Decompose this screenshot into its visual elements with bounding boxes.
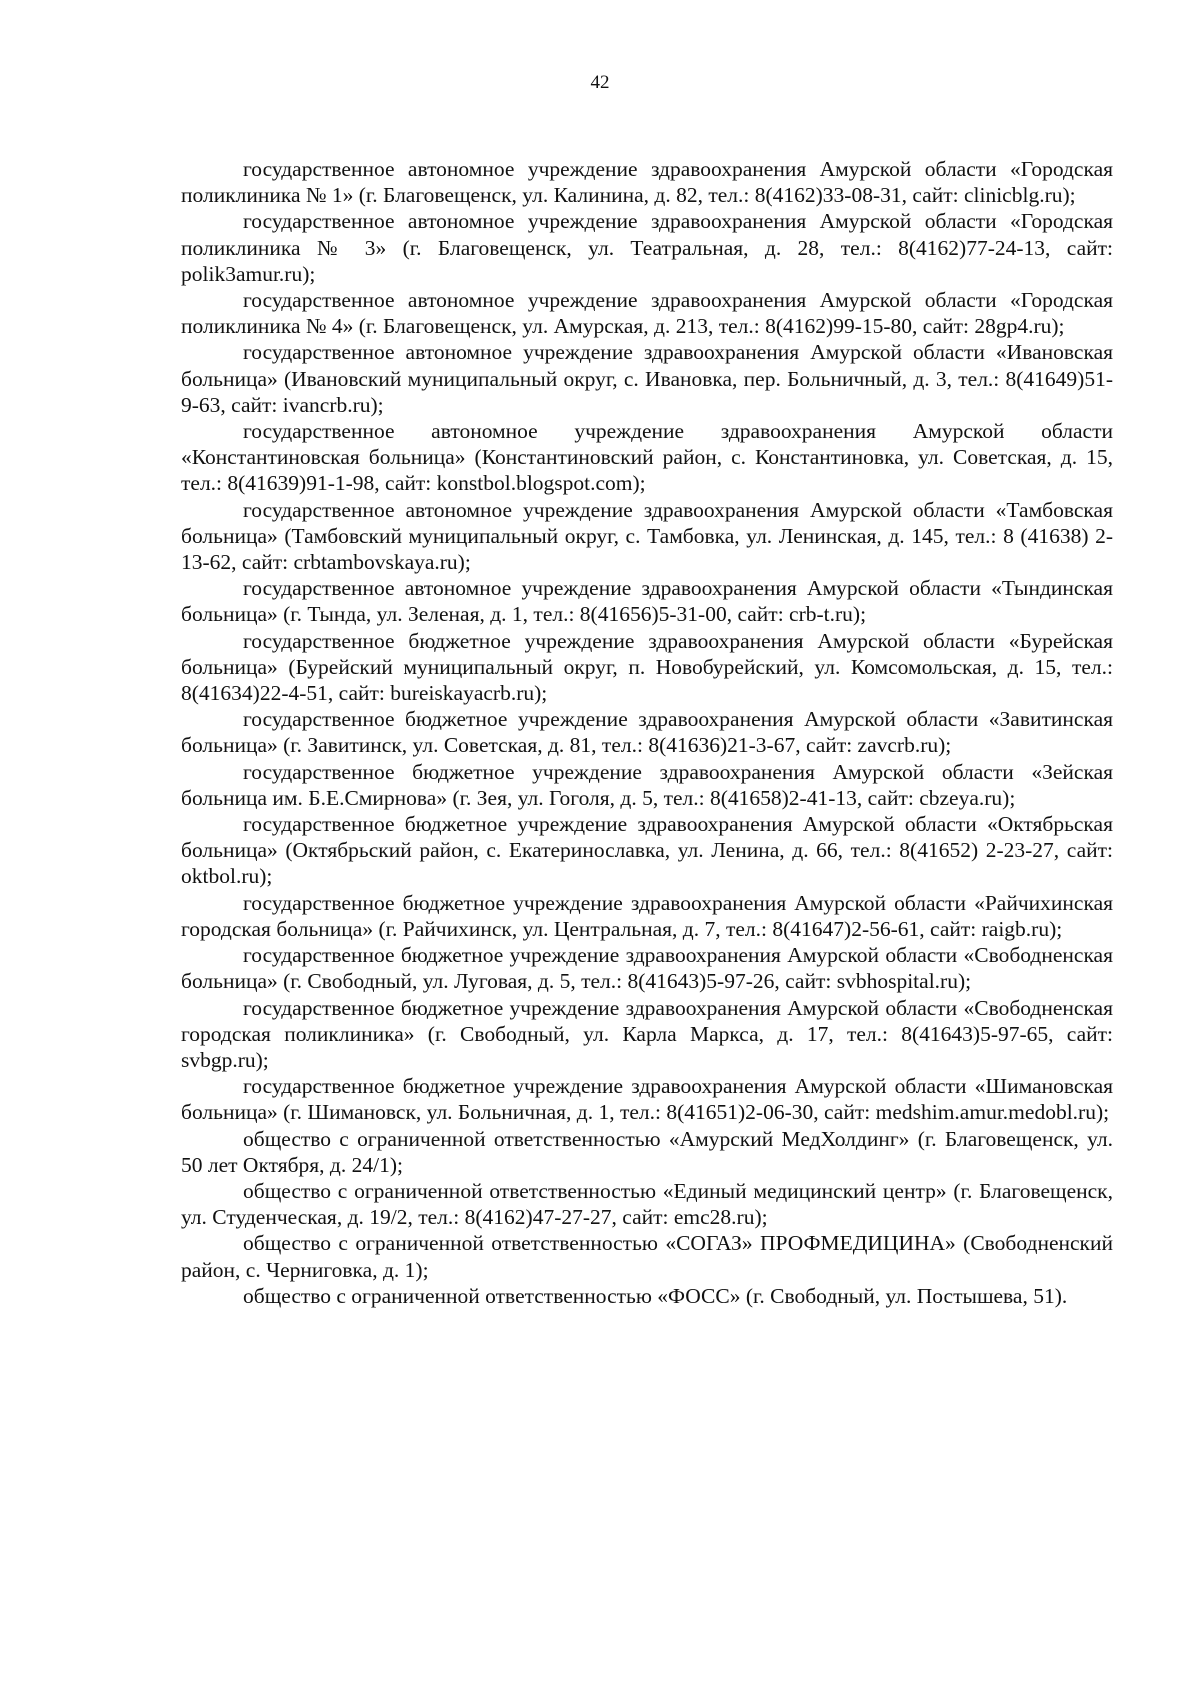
list-paragraph: общество с ограниченной ответственностью «Единый медицинский центр» (г. Благовещенск, ул. Студенческая, д. 19/2, тел.: 8(4162)47-27-27, сайт: emc28.ru); <box>181 1178 1113 1230</box>
list-paragraph: государственное бюджетное учреждение здравоохранения Амурской области «Шимановская больница» (г. Шимановск, ул. Больничная, д. 1, тел.: 8(41651)2-06-30, сайт: medshim.amur.medobl.ru); <box>181 1074 1113 1125</box>
list-paragraph: государственное автономное учреждение здравоохранения Амурской области «Ивановская больница» (Ивановский муниципальный округ, с. Ивановка, пер. Больничный, д. 3, тел.: 8(41649)51-9-63, сайт: ivancrb.ru); <box>181 340 1113 417</box>
list-paragraph: государственное автономное учреждение здравоохранения Амурской области «Тамбовская больница» (Тамбовский муниципальный округ, с. Тамбовка, ул. Ленинская, д. 145, тел.: 8 (41638) 2-13-62, сайт: crbtambovskaya.ru); <box>181 497 1113 575</box>
organization-list <box>181 156 1113 1309</box>
page-number: 42 <box>590 72 610 93</box>
list-paragraph: государственное бюджетное учреждение здравоохранения Амурской области «Райчихинская городская больница» (г. Райчихинск, ул. Центральная, д. 7, тел.: 8(41647)2-56-61, сайт: raigb.ru); <box>181 890 1113 941</box>
list-paragraph: государственное бюджетное учреждение здравоохранения Амурской области «Свободненская городская поликлиника» (г. Свободный, ул. Карла Маркса, д. 17, тел.: 8(41643)5-97-65, сайт: svbgp.ru); <box>181 995 1113 1072</box>
list-paragraph: государственное бюджетное учреждение здравоохранения Амурской области «Завитинская больница» (г. Завитинск, ул. Советская, д. 81, тел.: 8(41636)21-3-67, сайт: zavcrb.ru); <box>181 707 1113 758</box>
list-paragraph: государственное бюджетное учреждение здравоохранения Амурской области «Октябрьская больница» (Октябрьский район, с. Екатеринославка, ул. Ленина, д. 66, тел.: 8(41652) 2-23-27, сайт: oktbol.ru); <box>181 812 1113 889</box>
list-paragraph: государственное бюджетное учреждение здравоохранения Амурской области «Зейская больница им. Б.Е.Смирнова» (г. Зея, ул. Гоголя, д. 5, тел.: 8(41658)2-41-13, сайт: cbzeya.ru); <box>181 759 1113 810</box>
list-paragraph: государственное бюджетное учреждение здравоохранения Амурской области «Свободненская больница» (г. Свободный, ул. Луговая, д. 5, тел.: 8(41643)5-97-26, сайт: svbhospital.ru); <box>181 943 1113 994</box>
list-paragraph: государственное автономное учреждение здравоохранения Амурской области «Тындинская больница» (г. Тында, ул. Зеленая, д. 1, тел.: 8(41656)5-31-00, сайт: crb-t.ru); <box>181 576 1113 627</box>
list-paragraph: общество с ограниченной ответственностью «СОГАЗ» ПРОФМЕДИЦИНА» (Свободненский район, с. Черниговка, д. 1); <box>181 1231 1113 1282</box>
list-paragraph: государственное бюджетное учреждение здравоохранения Амурской области «Бурейская больница» (Бурейский муниципальный округ, п. Новобурейский, ул. Комсомольская, д. 15, тел.: 8(41634)22-4-51, сайт: bureiskayacrb.ru); <box>181 628 1113 706</box>
list-paragraph: государственное автономное учреждение здравоохранения Амурской области «Городская поликлиника № 4» (г. Благовещенск, ул. Амурская, д. 213, тел.: 8(4162)99-15-80, сайт: 28gp4.ru); <box>181 288 1113 339</box>
list-paragraph: государственное автономное учреждение здравоохранения Амурской области «Константиновская больница» (Константиновский район, с. Константиновка, ул. Советская, д. 15, тел.: 8(41639)91-1-98, сайт: konstbol.blogspot.com); <box>181 419 1113 496</box>
list-paragraph: общество с ограниченной ответственностью «Амурский МедХолдинг» (г. Благовещенск, ул. 50 лет Октября, д. 24/1); <box>181 1126 1113 1177</box>
list-paragraph: государственное автономное учреждение здравоохранения Амурской области «Городская поликлиника № 1» (г. Благовещенск, ул. Калинина, д. 82, тел.: 8(4162)33-08-31, сайт: clinicblg.ru); <box>181 157 1113 208</box>
list-paragraph: общество с ограниченной ответственностью «ФОСС» (г. Свободный, ул. Постышева, 51). <box>243 1283 1068 1308</box>
list-paragraph: государственное автономное учреждение здравоохранения Амурской области «Городская поликлиника № 3» (г. Благовещенск, ул. Театральная, д. 28, тел.: 8(4162)77-24-13, сайт: polik3amur.ru); <box>181 209 1113 286</box>
